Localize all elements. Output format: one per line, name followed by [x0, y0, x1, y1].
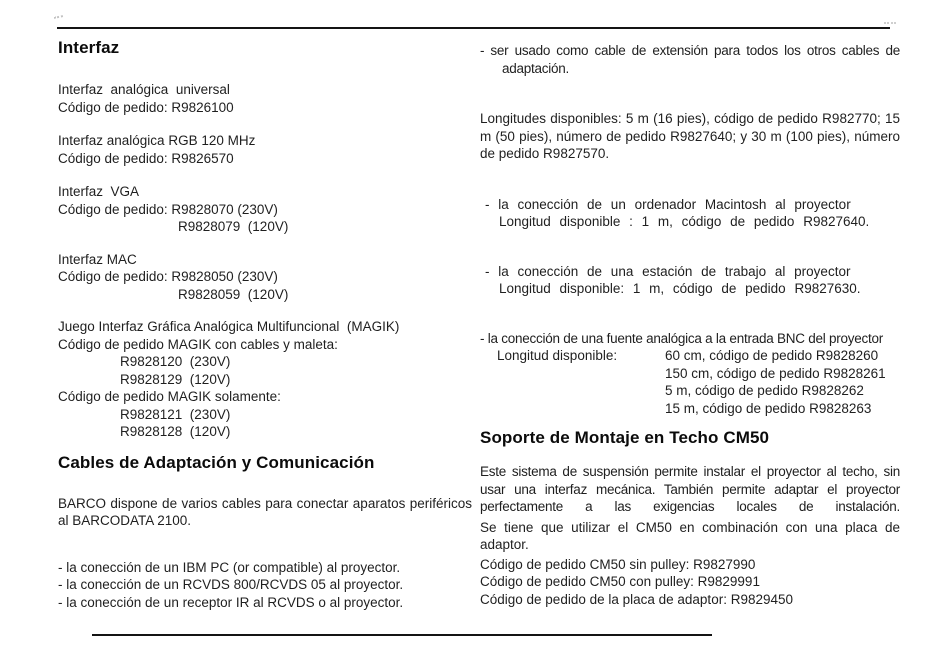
product-magik — [58, 318, 472, 441]
product-name: Interfaz analógica universal — [58, 82, 230, 97]
cables-intro: BARCO dispone de varios cables para conectar aparatos periféricos al BARCODATA 2100. — [58, 495, 472, 528]
lengths-paragraph: Longitudes disponibles: 5 m (16 pies), código de pedido R982770; 15 m (50 pies), número de pedido R9827640; y 30 m (100 pies), número de pedido R9827570. — [480, 111, 900, 161]
product-interfaz-mac — [58, 251, 472, 304]
scan-artifact — [884, 22, 896, 24]
bottom-rule — [92, 634, 712, 636]
product-name: Juego Interfaz Gráfica Analógica Multifuncional (MAGIK) — [58, 319, 400, 334]
section-title-interfaz: Interfaz — [58, 38, 120, 57]
order-code: Código de pedido de la placa de adaptor: R9829450 — [480, 591, 793, 607]
connection-detail: Longitud disponible : 1 m, código de pedido R9827640. — [499, 214, 870, 229]
bnc-options — [665, 347, 886, 417]
bnc-option: 15 m, código de pedido R9828263 — [665, 400, 872, 416]
left-column — [58, 38, 472, 611]
right-column — [480, 38, 900, 608]
cm50-paragraph: Se tiene que utilizar el CM50 en combinación con una placa de adaptor. — [480, 519, 900, 552]
connection-line: - la conección de una fuente analógica a la entrada BNC del proyector — [480, 330, 884, 346]
product-interfaz-rgb — [58, 132, 472, 167]
connection-detail: Longitud disponible: 1 m, código de pedido R9827630. — [499, 281, 861, 296]
connection-item-macintosh — [480, 196, 900, 231]
product-name: Interfaz analógica RGB 120 MHz — [58, 133, 256, 148]
order-code: Código de pedido: R9826570 — [58, 150, 234, 166]
order-label: Código de pedido MAGIK solamente: — [58, 389, 281, 404]
product-name: Interfaz MAC — [58, 251, 137, 267]
use-item: - la conección de un IBM PC (or compatible) al proyector. — [58, 559, 401, 575]
order-code: Código de pedido: R9828050 (230V) — [58, 269, 278, 284]
section-title-cm50: Soporte de Montaje en Techo CM50 — [480, 428, 770, 447]
extension-use-item: - ser usado como cable de extensión para todos los otros cables de adaptación. — [480, 43, 900, 76]
order-code: Código de pedido: R9826100 — [58, 99, 234, 115]
bnc-option: 150 cm, código de pedido R9828261 — [665, 365, 886, 381]
section-title-cables: Cables de Adaptación y Comunicación — [58, 452, 375, 472]
order-code: R9828121 (230V) — [120, 406, 231, 422]
bnc-lengths — [480, 347, 900, 417]
product-name: Interfaz VGA — [58, 184, 140, 199]
bnc-length-label: Longitud disponible: — [497, 348, 618, 363]
scan-artifact — [54, 15, 63, 19]
connection-line: - la conección de un ordenador Macintosh al proyector — [485, 196, 851, 212]
top-rule — [57, 27, 890, 29]
order-code: R9828129 (120V) — [120, 371, 231, 387]
use-item: - la conección de un RCVDS 800/RCVDS 05 al proyector. — [58, 577, 404, 592]
order-code: Código de pedido CM50 sin pulley: R9827990 — [480, 556, 756, 572]
order-code: R9828128 (120V) — [120, 424, 231, 439]
connection-item-bnc — [480, 330, 900, 418]
cm50-paragraph: Este sistema de suspensión permite instalar el proyector al techo, sin usar una interfaz mecánica. También permite adaptar el proyector perfectamente a las exigencias locales de instalación. — [480, 464, 900, 514]
order-code: R9828120 (230V) — [120, 354, 231, 369]
order-label: Código de pedido MAGIK con cables y maleta: — [58, 336, 338, 352]
cm50-order-codes — [480, 556, 900, 609]
connection-item-workstation — [480, 263, 900, 298]
order-code-alt: R9828059 (120V) — [178, 286, 289, 302]
product-interfaz-universal — [58, 81, 472, 116]
product-interfaz-vga — [58, 183, 472, 236]
use-item: - la conección de un receptor IR al RCVDS o al proyector. — [58, 594, 404, 610]
order-code: Código de pedido: R9828070 (230V) — [58, 201, 278, 217]
bnc-option: 5 m, código de pedido R9828262 — [665, 383, 864, 398]
cables-uses-list — [58, 559, 472, 612]
bnc-option: 60 cm, código de pedido R9828260 — [665, 348, 879, 363]
order-code: Código de pedido CM50 con pulley: R9829991 — [480, 574, 760, 589]
connection-line: - la conección de una estación de trabajo al proyector — [485, 263, 851, 279]
order-code-alt: R9828079 (120V) — [178, 219, 289, 234]
